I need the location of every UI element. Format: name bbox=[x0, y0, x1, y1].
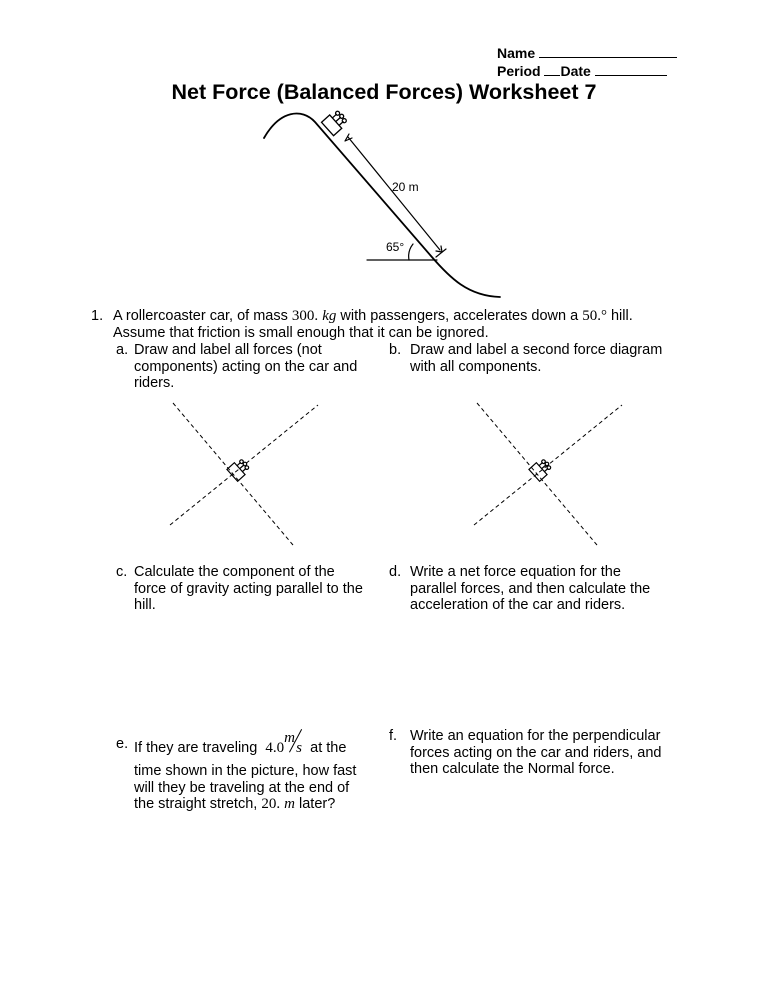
period-date-line bbox=[497, 62, 667, 80]
distance-unit: m bbox=[284, 796, 295, 812]
part-d-text: Write a net force equation for the parallel forces, and then calculate the acceleration of the car and riders. bbox=[410, 564, 651, 613]
part-e-letter: e. bbox=[116, 736, 129, 752]
part-e-first-line: If they are traveling 4.0 m s at the bbox=[134, 730, 347, 756]
part-b-text: Draw and label a second force diagram with all components. bbox=[410, 342, 663, 375]
part-f-letter: f. bbox=[389, 728, 398, 744]
period-label: Period bbox=[497, 63, 541, 79]
part-d-letter: d. bbox=[389, 564, 402, 580]
page-title: Net Force (Balanced Forces) Worksheet 7 bbox=[171, 80, 597, 104]
period-blank[interactable] bbox=[544, 62, 560, 76]
date-label: Date bbox=[560, 63, 591, 79]
distance-value: 20. bbox=[261, 796, 281, 812]
date-blank[interactable] bbox=[595, 62, 667, 76]
rollercoaster-car bbox=[322, 108, 350, 135]
dimension-arrow-bottom bbox=[436, 246, 442, 252]
speed-unit-fraction: m s bbox=[284, 730, 302, 756]
part-b-letter: b. bbox=[389, 342, 402, 358]
problem-statement-line2: Assume that friction is small enough that it can be ignored. bbox=[113, 325, 489, 341]
part-e-text: time shown in the picture, how fast will they be traveling at the end of the straight stretch, 20. m later? bbox=[134, 763, 357, 812]
problem-number: 1. bbox=[91, 308, 104, 324]
name-line bbox=[497, 44, 677, 62]
part-c-text: Calculate the component of the force of gravity acting parallel to the hill. bbox=[134, 564, 363, 613]
name-label: Name bbox=[497, 45, 536, 61]
dimension-arrow-top bbox=[345, 134, 352, 141]
part-a-text: Draw and label all forces (not components) acting on the car and riders. bbox=[134, 342, 358, 391]
part-a-letter: a. bbox=[116, 342, 129, 358]
dimension-tick-bottom bbox=[436, 249, 446, 257]
hill-angle-value: 50.° bbox=[582, 308, 607, 324]
speed-value: 4.0 bbox=[265, 740, 285, 756]
distance-label: 20 m bbox=[392, 180, 419, 194]
hill-track bbox=[264, 114, 500, 297]
mass-unit: kg bbox=[322, 308, 337, 324]
name-blank[interactable] bbox=[539, 44, 677, 58]
problem-statement-line1: A rollercoaster car, of mass 300. kg with passengers, accelerates down a 50.° hill. bbox=[113, 308, 633, 324]
part-f-text: Write an equation for the perpendicular forces acting on the car and riders, and then calculate the Normal force. bbox=[410, 728, 662, 777]
angle-label: 65° bbox=[386, 240, 405, 254]
part-c-letter: c. bbox=[116, 564, 128, 580]
mass-value: 300. bbox=[291, 308, 319, 324]
angle-arc bbox=[409, 244, 413, 260]
